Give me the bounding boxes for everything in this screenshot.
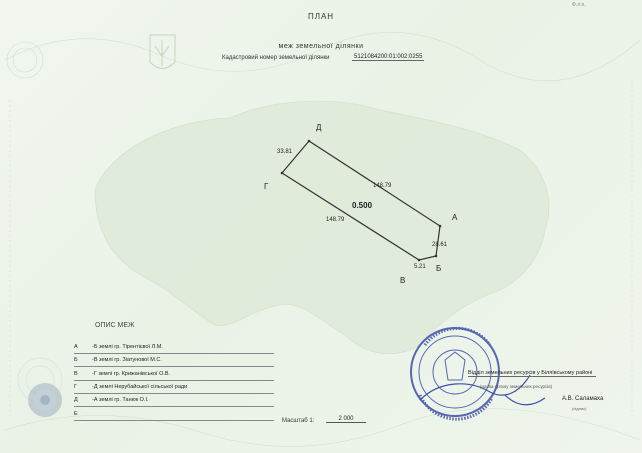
document-title: ПЛАН (307, 12, 335, 21)
signature (420, 375, 545, 405)
point-label-v: В (400, 276, 406, 285)
legend-row-key: А (74, 344, 78, 350)
signer-name: А.В. Саламаха (562, 396, 604, 402)
legend-row (74, 382, 274, 394)
legend-row-text: -Б землі гр. Тірентієвої Л.М. (92, 344, 163, 350)
legend-row (74, 395, 274, 407)
coat-of-arms (150, 35, 175, 69)
hologram-sticker (28, 383, 62, 417)
legend-row-key: Г (74, 384, 77, 390)
side-length-a-b: 28.61 (432, 242, 448, 248)
authority-name: Відділ земельних ресурсів у Біляївському районі (468, 370, 596, 377)
legend-row-text: -Д землі Нерубайської сільської ради (92, 384, 188, 390)
side-length-g-d: 33.81 (277, 149, 293, 155)
signer-caption: (підпис) (572, 406, 587, 411)
legend-row-key: Е (74, 411, 78, 417)
cadastral-label: Кадастровий номер земельної ділянки (222, 55, 330, 61)
cadastral-number: 5121084200:01:002:0255 (354, 54, 423, 60)
point-label-d: Д (316, 123, 322, 132)
parcel-area: 0.500 (352, 201, 373, 210)
document-subtitle: меж земельної ділянки (278, 43, 364, 50)
side-length-g-v: 148.79 (326, 217, 345, 223)
map-silhouette (95, 101, 549, 354)
point-label-b: Б (436, 264, 442, 273)
legend-row (74, 369, 274, 381)
point-label-g: Г (264, 182, 269, 191)
scale-label: Масштаб 1: (282, 418, 315, 424)
legend-row-text: -В землі гр. Зіатунової М.С. (92, 357, 162, 363)
authority-caption: (назва органу земельних ресурсів) (480, 384, 553, 389)
legend-title: ОПИС МЕЖ (95, 322, 135, 329)
legend-row-key: Б (74, 357, 78, 363)
corner-note: Ф.л.п. (572, 2, 586, 8)
scale-value: 2 000 (326, 416, 366, 423)
side-length-d-a: 148.79 (373, 183, 392, 189)
legend-row-key: Д (74, 397, 78, 403)
legend-row (74, 342, 274, 354)
legend-row-key: В (74, 371, 78, 377)
legend-row-text: -Г землі гр. Крижанівської О.В. (92, 371, 171, 377)
point-label-a: А (452, 213, 458, 222)
side-length-b-v: 5.21 (414, 264, 426, 270)
legend-row-text: -А землі гр. Танюк О.І. (92, 397, 149, 403)
legend-row (74, 355, 274, 367)
legend-row (74, 409, 274, 421)
